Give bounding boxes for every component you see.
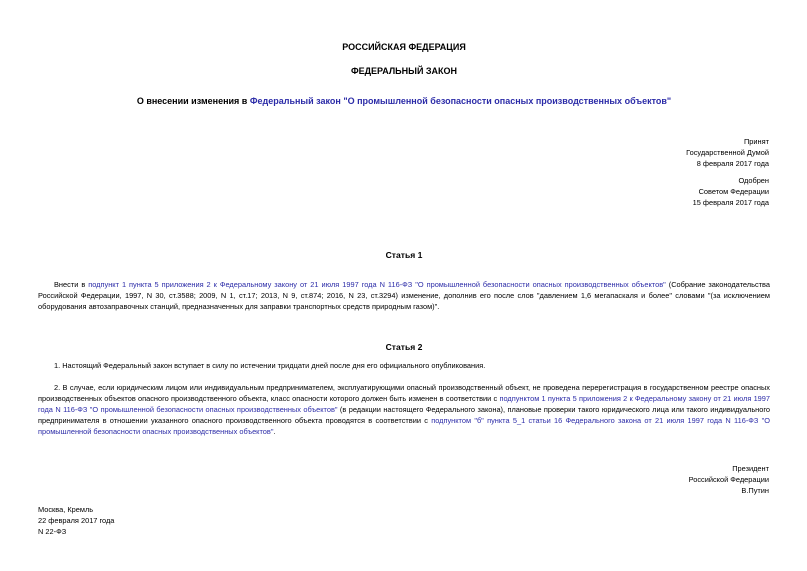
article-1-text-part-1: Внести в	[54, 280, 89, 289]
article-1-text-part-2: (Собрание законодательства Российской Федерации, 1997, N 30, ст.3588; 2009, N 1, ст.17; 2013, N 9, ст.874; 2016, N 23, ст.3294) изменение, дополнив его после слов "давлением 1,6 мегапаскаля и более" словами "(за исключением оборудования автозаправочных станций, предназначенных для заправки транспортных средств природным газом)".	[38, 280, 770, 311]
article-1-text	[38, 279, 770, 312]
article-2-p2-text-3: .	[273, 427, 276, 436]
law-title-link[interactable]: Федеральный закон "О промышленной безопасности опасных производственных объектов"	[249, 96, 672, 106]
signature-block	[689, 463, 769, 496]
adopted-block	[686, 136, 769, 169]
doc-type-heading: ФЕДЕРАЛЬНЫЙ ЗАКОН	[350, 66, 458, 76]
place-date-block	[38, 504, 114, 537]
country-heading: РОССИЙСКАЯ ФЕДЕРАЦИЯ	[342, 42, 466, 52]
article-2-paragraph-1: 1. Настоящий Федеральный закон вступает в силу по истечении тридцати дней после дня его официального опубликования.	[54, 361, 486, 370]
article-2-paragraph-2	[38, 382, 770, 437]
place-line: Москва, Кремль	[38, 505, 94, 514]
signature-line-1: Президент	[732, 464, 769, 473]
adopted-line-3: 8 февраля 2017 года	[696, 159, 769, 168]
law-title	[38, 96, 770, 107]
law-number-line: N 22-ФЗ	[38, 527, 67, 536]
law-title-prefix: О внесении изменения в	[136, 96, 250, 106]
date-line: 22 февраля 2017 года	[38, 516, 115, 525]
article-2-link-1[interactable]: подпунктом 1 пункта 5 приложения 2 к Федеральному закону от 21 июля 1997 года N 116-ФЗ "О промышленной безопасности опасных производственных объектов"	[38, 394, 771, 414]
signature-line-2: Российской Федерации	[688, 475, 769, 484]
signature-line-3: В.Путин	[741, 486, 769, 495]
adopted-line-1: Принят	[743, 137, 769, 146]
article-1-title: Статья 1	[385, 250, 423, 260]
approved-line-1: Одобрен	[738, 176, 769, 185]
article-2-p2-text-2: (в редакции настоящего Федерального закона), плановые проверки такого юридического лица или такого индивидуального предпринимателя в отношении указанного опасного производственного объекта проводятся в соответствии с	[38, 405, 771, 425]
approved-line-2: Советом Федерации	[698, 187, 769, 196]
article-2-title: Статья 2	[385, 342, 423, 352]
article-2-p2-text-1: 2. В случае, если юридическим лицом или индивидуальным предпринимателем, эксплуатирующими опасный производственный объект, не проведена перерегистрация в государственном реестре опасных производственных объектов опасного производственного объекта, класс опасности которого должен быть изменен в соответствии с	[38, 383, 770, 403]
approved-line-3: 15 февраля 2017 года	[692, 198, 769, 207]
approved-block	[693, 175, 769, 208]
adopted-line-2: Государственной Думой	[686, 148, 769, 157]
article-2-link-2[interactable]: подпунктом "б" пункта 5_1 статьи 16 Федерального закона от 21 июля 1997 года N 116-ФЗ "О промышленной безопасности опасных производственных объектов"	[38, 416, 771, 436]
article-1-link[interactable]: подпункт 1 пункта 5 приложения 2 к Федеральному закону от 21 июля 1997 года N 116-ФЗ "О промышленной безопасности опасных производственных объектов"	[88, 280, 666, 289]
